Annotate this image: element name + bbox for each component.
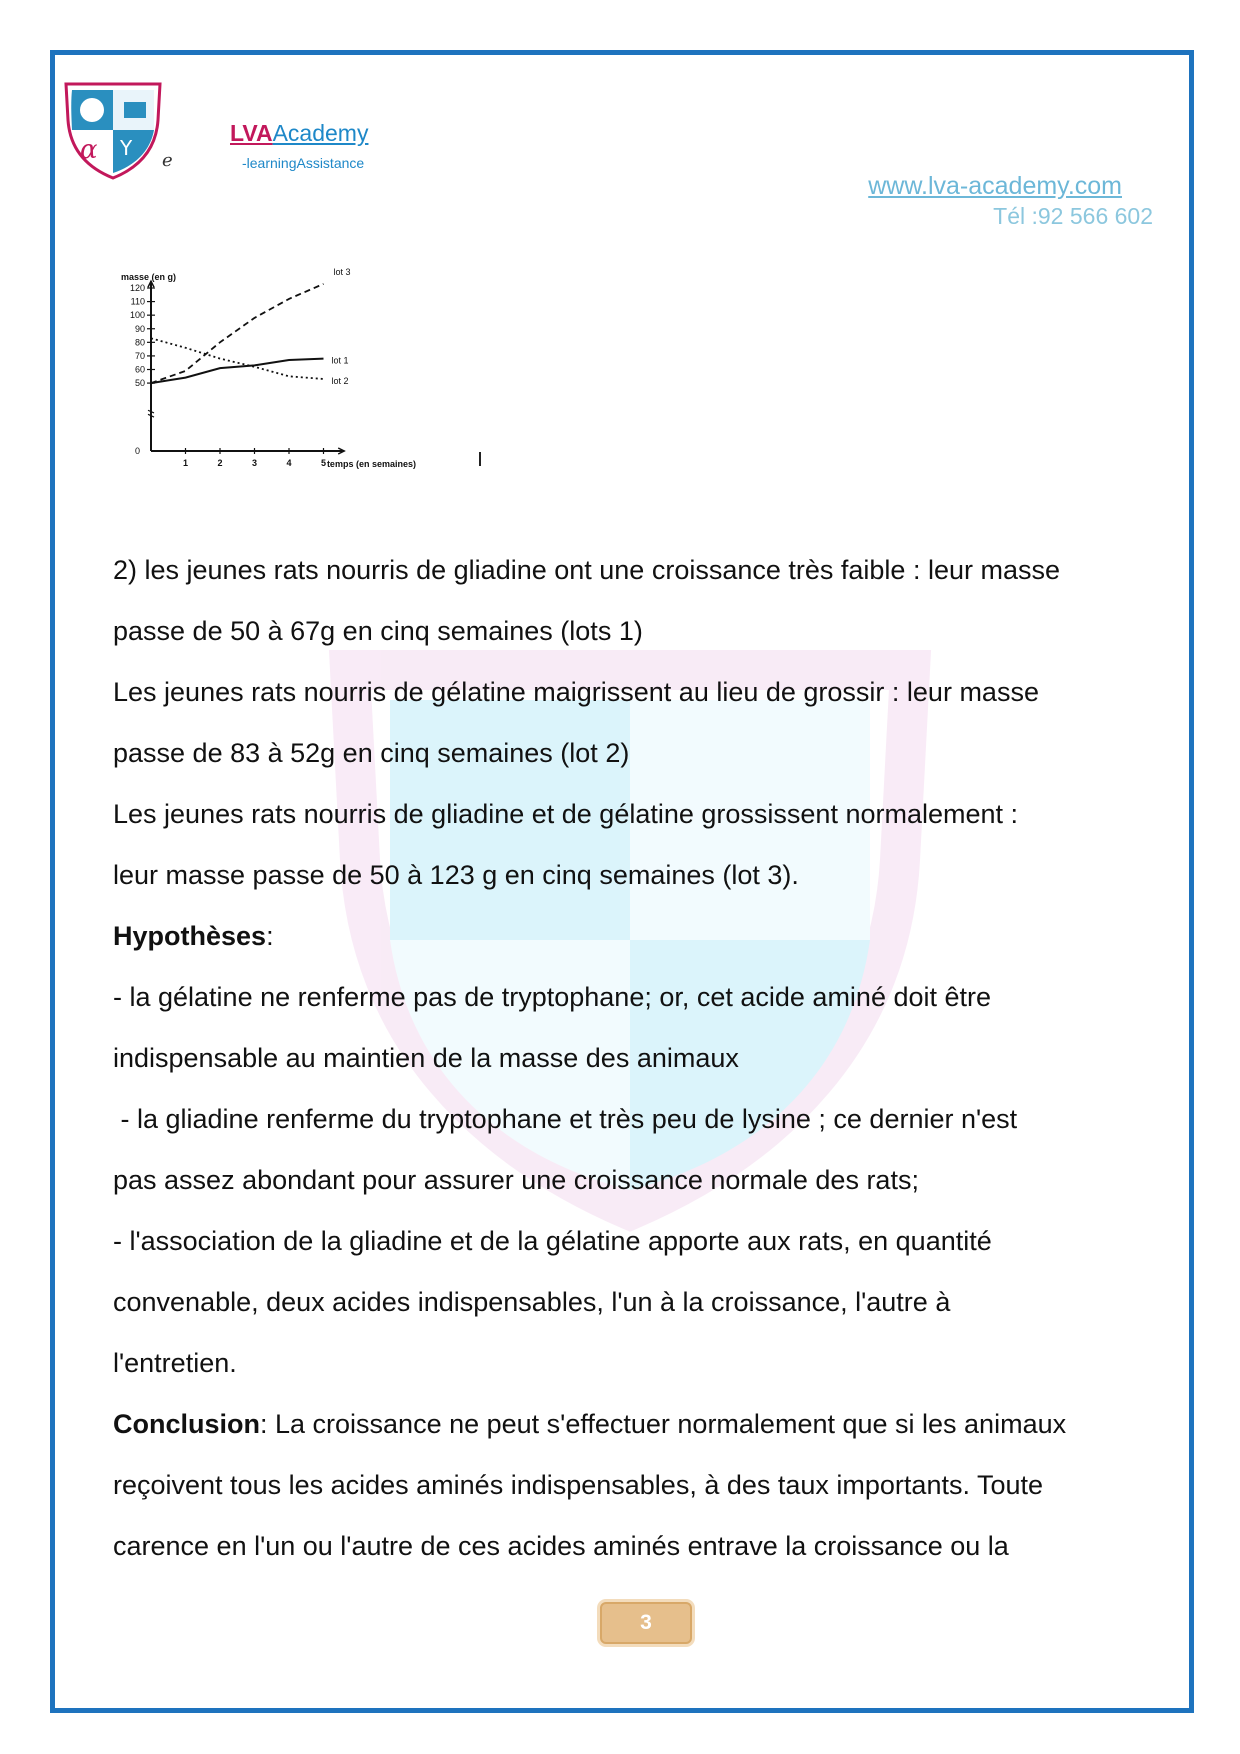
origin-label: 0 — [135, 446, 141, 456]
y-tick-label: 50 — [134, 378, 145, 389]
body-line: Les jeunes rats nourris de gélatine maigrissent au lieu de grossir : leur masse — [113, 677, 1039, 707]
stray-mark — [479, 452, 481, 466]
body-line: passe de 83 à 52g en cinq semaines (lot 2) — [113, 738, 630, 768]
phone-number: Tél :92 566 602 — [993, 203, 1153, 229]
y-tick-label: 100 — [129, 310, 145, 321]
conclusion-heading — [113, 1394, 1173, 1455]
conclusion-first-line: : La croissance ne peut s'effectuer normalement que si les animaux — [260, 1409, 1067, 1439]
chart-axes — [147, 281, 344, 454]
conclusion-line: reçoivent tous les acides aminés indispensables, à des taux importants. Toute — [113, 1470, 1044, 1500]
body-line: leur masse passe de 50 à 123 g en cinq semaines (lot 3). — [113, 860, 799, 890]
x-tick-label: 3 — [251, 458, 258, 468]
body-line: Les jeunes rats nourris de gliadine et de gélatine grossissent normalement : — [113, 799, 1019, 829]
hypothesis-line: - l'association de la gliadine et de la gélatine apporte aux rats, en quantité — [113, 1226, 992, 1256]
website-link[interactable]: www.lva-academy.com — [868, 172, 1122, 200]
series-line-lot-3 — [151, 284, 324, 383]
y-tick-label: 120 — [129, 283, 145, 293]
growth-chart — [115, 266, 515, 530]
chart-series — [151, 284, 324, 383]
x-tick-label: 4 — [286, 458, 292, 468]
y-tick-label: 70 — [134, 350, 145, 361]
x-tick-label: 1 — [182, 458, 189, 468]
y-tick-label: 60 — [134, 364, 145, 375]
brand-academy: Academy — [272, 120, 369, 146]
hypothesis-line: - la gliadine renferme du tryptophane et très peu de lysine ; ce dernier n'est — [113, 1104, 1018, 1134]
series-line-lot-1 — [151, 359, 324, 384]
hypothesis-line: convenable, deux acides indispensables, l'un à la croissance, l'autre à — [113, 1287, 951, 1317]
brand-name[interactable] — [230, 120, 368, 147]
series-label-lot-2: lot 2 — [331, 376, 349, 387]
series-label-lot-3: lot 3 — [333, 266, 351, 277]
hypothesis-line: l'entretien. — [113, 1348, 237, 1378]
conclusion-line: carence en l'un ou l'autre de ces acides aminés entrave la croissance ou la — [113, 1531, 1009, 1561]
conclusion-label: Conclusion — [113, 1409, 260, 1439]
hypothesis-line: - la gélatine ne renferme pas de tryptophane; or, cet acide aminé doit être — [113, 982, 992, 1012]
series-label-lot-1: lot 1 — [331, 355, 349, 366]
y-tick-label: 80 — [134, 337, 145, 348]
hypotheses-colon: : — [266, 921, 274, 951]
svg-text:α: α — [80, 135, 98, 165]
hypothesis-line: indispensable au maintien de la masse des animaux — [113, 1043, 739, 1073]
hypotheses-label: Hypothèses — [113, 921, 267, 951]
brand-subtitle: -learningAssistance — [242, 155, 365, 171]
x-axis-label: temps (en semaines) — [326, 459, 416, 469]
y-axis-label: masse (en g) — [121, 272, 177, 283]
brand-lva: LVA — [230, 120, 273, 146]
x-tick-label: 5 — [320, 458, 327, 468]
y-tick-label: 110 — [130, 296, 145, 307]
body-line: passe de 50 à 67g en cinq semaines (lots 1) — [113, 616, 643, 646]
chart-labels — [121, 267, 416, 469]
lva-shield-logo — [58, 80, 168, 180]
page-number: 3 — [600, 1602, 692, 1644]
logo-letter: e — [162, 150, 173, 171]
body-line: 2) les jeunes rats nourris de gliadine ont une croissance très faible : leur masse — [113, 555, 1060, 585]
hypothesis-line: pas assez abondant pour assurer une croissance normale des rats; — [113, 1165, 919, 1195]
hypotheses-heading — [113, 906, 1173, 967]
y-tick-label: 90 — [134, 323, 145, 334]
x-tick-label: 2 — [217, 458, 223, 468]
svg-text:Y: Y — [120, 136, 133, 160]
document-body — [113, 540, 1173, 1577]
